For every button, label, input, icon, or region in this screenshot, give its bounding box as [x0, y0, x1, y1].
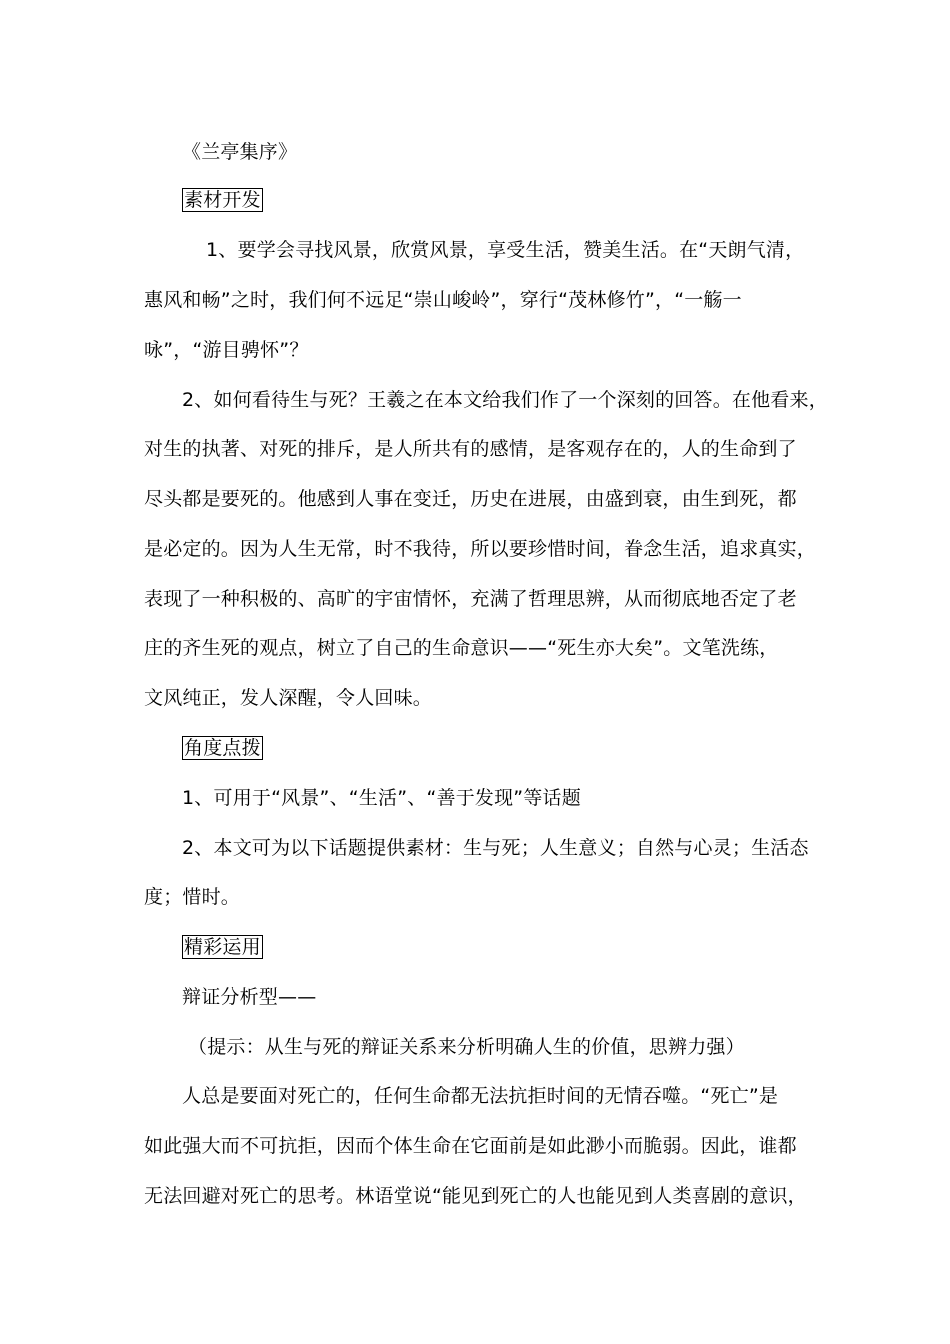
document-title: 《兰亭集序》: [182, 141, 298, 163]
usage-hint: （提示：从生与死的辩证关系来分析明确人生的价值，思辨力强）: [188, 1036, 745, 1058]
paragraph-line: 咏”，“游目骋怀”？: [144, 339, 309, 361]
paragraph-line: 庄的齐生死的观点，树立了自己的生命意识——“死生亦大矣”。文笔洗练，: [144, 637, 779, 659]
section-heading-angle: [182, 736, 263, 760]
section-heading-usage-label: 精彩运用: [184, 936, 261, 958]
section-heading-usage: [182, 935, 263, 959]
usage-type-label: 辩证分析型——: [182, 986, 317, 1008]
paragraph-line: 2、本文可为以下话题提供素材：生与死；人生意义；自然与心灵；生活态: [182, 837, 809, 859]
paragraph-line: 表现了一种积极的、高旷的宇宙情怀，充满了哲理思辨，从而彻底地否定了老: [144, 588, 797, 610]
paragraph-line: 惠风和畅”之时，我们何不远足“崇山峻岭”，穿行“茂林修竹”，“一觞一: [144, 289, 742, 311]
paragraph-line: 是必定的。因为人生无常，时不我待，所以要珍惜时间，眷念生活，追求真实，: [144, 538, 817, 560]
section-heading-angle-label: 角度点拨: [184, 737, 261, 759]
paragraph-line: 2、如何看待生与死？王羲之在本文给我们作了一个深刻的回答。在他看来，: [182, 389, 828, 411]
paragraph-line: 1、可用于“风景”、“生活”、“善于发现”等话题: [182, 787, 581, 809]
section-heading-material-label: 素材开发: [184, 189, 261, 211]
paragraph-line: 无法回避对死亡的思考。林语堂说“能见到死亡的人也能见到人类喜剧的意识，: [144, 1185, 807, 1207]
paragraph-line: 如此强大而不可抗拒，因而个体生命在它面前是如此渺小而脆弱。因此，谁都: [144, 1135, 797, 1157]
paragraph-line: 文风纯正，发人深醒，令人回味。: [144, 687, 433, 709]
paragraph-line: 对生的执著、对死的排斥，是人所共有的感情，是客观存在的，人的生命到了: [144, 438, 797, 460]
paragraph-line: 1、要学会寻找风景，欣赏风景，享受生活，赞美生活。在“天朗气清，: [206, 239, 805, 261]
paragraph-line: 尽头都是要死的。他感到人事在变迁，历史在进展，由盛到衰，由生到死，都: [144, 488, 797, 510]
paragraph-line: 度；惜时。: [144, 886, 241, 908]
paragraph-line: 人总是要面对死亡的，任何生命都无法抗拒时间的无情吞噬。“死亡”是: [182, 1085, 779, 1107]
section-heading-material: [182, 188, 263, 212]
